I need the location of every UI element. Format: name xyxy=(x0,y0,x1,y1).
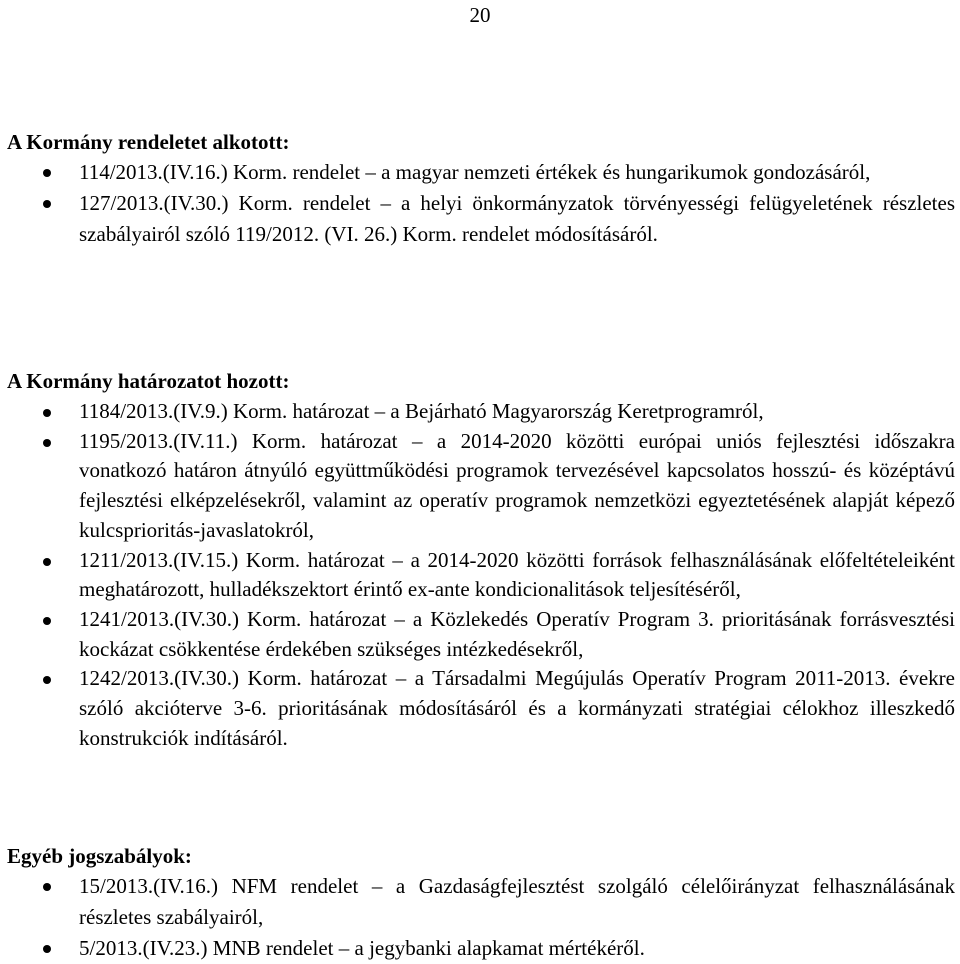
list-item xyxy=(7,397,955,427)
list-item xyxy=(7,427,955,546)
section-government-decrees xyxy=(7,130,955,250)
list-item xyxy=(7,546,955,605)
list-item xyxy=(7,933,955,964)
section-other-legislation xyxy=(7,844,955,964)
list-item-text: 1241/2013.(IV.30.) Korm. határozat – a Közlekedés Operatív Program 3. prioritásának forrásvesztési kockázat csökkentése érdekében szükséges intézkedésekről, xyxy=(79,606,955,661)
list-item-text: 5/2013.(IV.23.) MNB rendelet – a jegybanki alapkamat mértékéről. xyxy=(79,936,645,960)
list-item-text: 15/2013.(IV.16.) NFM rendelet – a Gazdaságfejlesztést szolgáló célelőirányzat felhasználásának részletes szabályairól, xyxy=(79,874,955,929)
list-item-text: 1195/2013.(IV.11.) Korm. határozat – a 2014-2020 közötti európai uniós fejlesztési időszakra vonatkozó határon átnyúló együttműködési programok tervezésével kapcsolatos hosszú- és középtávú fejlesztési elképzelésekről, valamint az operatív programok nemzetközi egyeztetésének alapját képező kulcsprioritás-javaslatokról, xyxy=(79,428,955,542)
bullet-icon xyxy=(43,439,51,447)
bullet-icon xyxy=(43,945,51,953)
list-item-text: 1242/2013.(IV.30.) Korm. határozat – a Társadalmi Megújulás Operatív Program 2011-2013. évekre szóló akcióterve 3-6. prioritásának módosításáról és a kormányzati stratégiai célokhoz illeszkedő konstrukciók indításáról. xyxy=(79,666,955,750)
list-item xyxy=(7,664,955,753)
section-heading: Egyéb jogszabályok: xyxy=(7,844,192,868)
legislation-list xyxy=(7,871,955,964)
list-item xyxy=(7,605,955,664)
bullet-icon xyxy=(43,200,51,208)
page-number: 20 xyxy=(469,3,491,27)
bullet-icon xyxy=(43,676,51,684)
bullet-icon xyxy=(43,409,51,417)
bullet-icon xyxy=(43,617,51,625)
section-heading: A Kormány rendeletet alkotott: xyxy=(7,130,290,154)
section-government-resolutions xyxy=(7,369,955,753)
list-item xyxy=(7,188,955,250)
list-item-text: 114/2013.(IV.16.) Korm. rendelet – a magyar nemzeti értékek és hungarikumok gondozásáról, xyxy=(79,160,871,184)
list-item-text: 1211/2013.(IV.15.) Korm. határozat – a 2014-2020 közötti források felhasználásának előfeltételeiként meghatározott, hulladékszektort érintő ex-ante kondicionalitások teljesítéséről, xyxy=(79,547,955,602)
list-item xyxy=(7,871,955,933)
list-item-text: 1184/2013.(IV.9.) Korm. határozat – a Bejárható Magyarország Keretprogramról, xyxy=(79,399,764,423)
bullet-icon xyxy=(43,169,51,177)
resolution-list xyxy=(7,397,955,753)
bullet-icon xyxy=(43,558,51,566)
list-item xyxy=(7,157,955,188)
section-heading: A Kormány határozatot hozott: xyxy=(7,369,290,393)
decree-list xyxy=(7,157,955,250)
bullet-icon xyxy=(43,883,51,891)
list-item-text: 127/2013.(IV.30.) Korm. rendelet – a helyi önkormányzatok törvényességi felügyeletének részletes szabályairól szóló 119/2012. (VI. 26.) Korm. rendelet módosításáról. xyxy=(79,191,955,246)
